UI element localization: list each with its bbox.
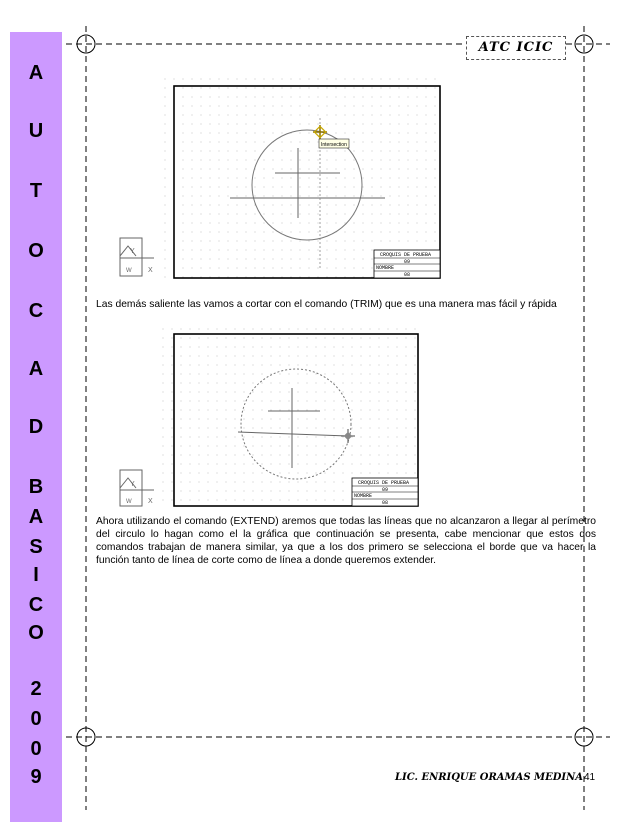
svg-text:CROQUIS DE PRUEBA: CROQUIS DE PRUEBA bbox=[380, 252, 432, 258]
side-letter: C bbox=[28, 594, 44, 616]
svg-text:08: 08 bbox=[382, 500, 389, 506]
svg-text:NOMBRE: NOMBRE bbox=[376, 265, 395, 271]
side-letter: 9 bbox=[30, 766, 42, 788]
side-letter: S bbox=[29, 536, 43, 558]
page-number: 41 bbox=[584, 772, 596, 783]
side-letter: 2 bbox=[30, 678, 42, 700]
svg-text:X: X bbox=[148, 498, 153, 505]
paragraph-extend: Ahora utilizando el comando (EXTEND) aremos que todas las líneas que no alcanzaron a llegar al perímetro del circulo lo hagan como el la gráfica que continuación se presenta, cabe mencionar que estos dos comandos trabajan de manera similar, ya que a los dos primero se selecciona el borde que va hacer la función tanto de línea de corte como de línea a donde queremos extender. bbox=[96, 516, 596, 566]
side-letter: A bbox=[28, 62, 44, 84]
svg-text:W: W bbox=[126, 499, 132, 505]
side-title-band bbox=[10, 32, 62, 822]
side-letter: A bbox=[28, 358, 44, 380]
header-tag: ATC ICIC bbox=[466, 36, 566, 60]
side-letter: C bbox=[28, 300, 44, 322]
svg-text:CROQUIS DE PRUEBA: CROQUIS DE PRUEBA bbox=[358, 480, 410, 486]
svg-text:W: W bbox=[126, 268, 132, 274]
svg-text:X: X bbox=[148, 267, 153, 274]
ucs-icon bbox=[120, 470, 154, 506]
title-block bbox=[374, 250, 440, 278]
svg-text:08: 08 bbox=[404, 272, 411, 278]
footer-author: LIC. ENRIQUE ORAMAS MEDINA bbox=[395, 772, 583, 783]
side-letter: D bbox=[28, 416, 44, 438]
side-letter: A bbox=[28, 506, 44, 528]
svg-text:Y: Y bbox=[130, 481, 135, 488]
side-letter: T bbox=[29, 180, 43, 202]
side-letter: 0 bbox=[30, 738, 42, 760]
ucs-icon bbox=[120, 238, 154, 276]
side-letter: O bbox=[28, 622, 44, 644]
cad-figure-1 bbox=[110, 78, 455, 283]
side-letter: 0 bbox=[30, 708, 42, 730]
svg-text:NOMBRE: NOMBRE bbox=[354, 493, 373, 499]
paragraph-trim: Las demás saliente las vamos a cortar con el comando (TRIM) que es una manera mas fácil y rápida bbox=[96, 299, 557, 310]
tooltip-text: Intersection bbox=[321, 142, 347, 148]
svg-text:Y: Y bbox=[130, 248, 135, 255]
svg-text:09: 09 bbox=[404, 259, 411, 265]
title-block bbox=[352, 478, 418, 506]
svg-text:09: 09 bbox=[382, 487, 389, 493]
side-letter: B bbox=[28, 476, 44, 498]
side-letter: O bbox=[28, 240, 44, 262]
side-letter: U bbox=[28, 120, 44, 142]
cad-figure-2 bbox=[108, 328, 428, 508]
side-letter: I bbox=[33, 564, 39, 586]
